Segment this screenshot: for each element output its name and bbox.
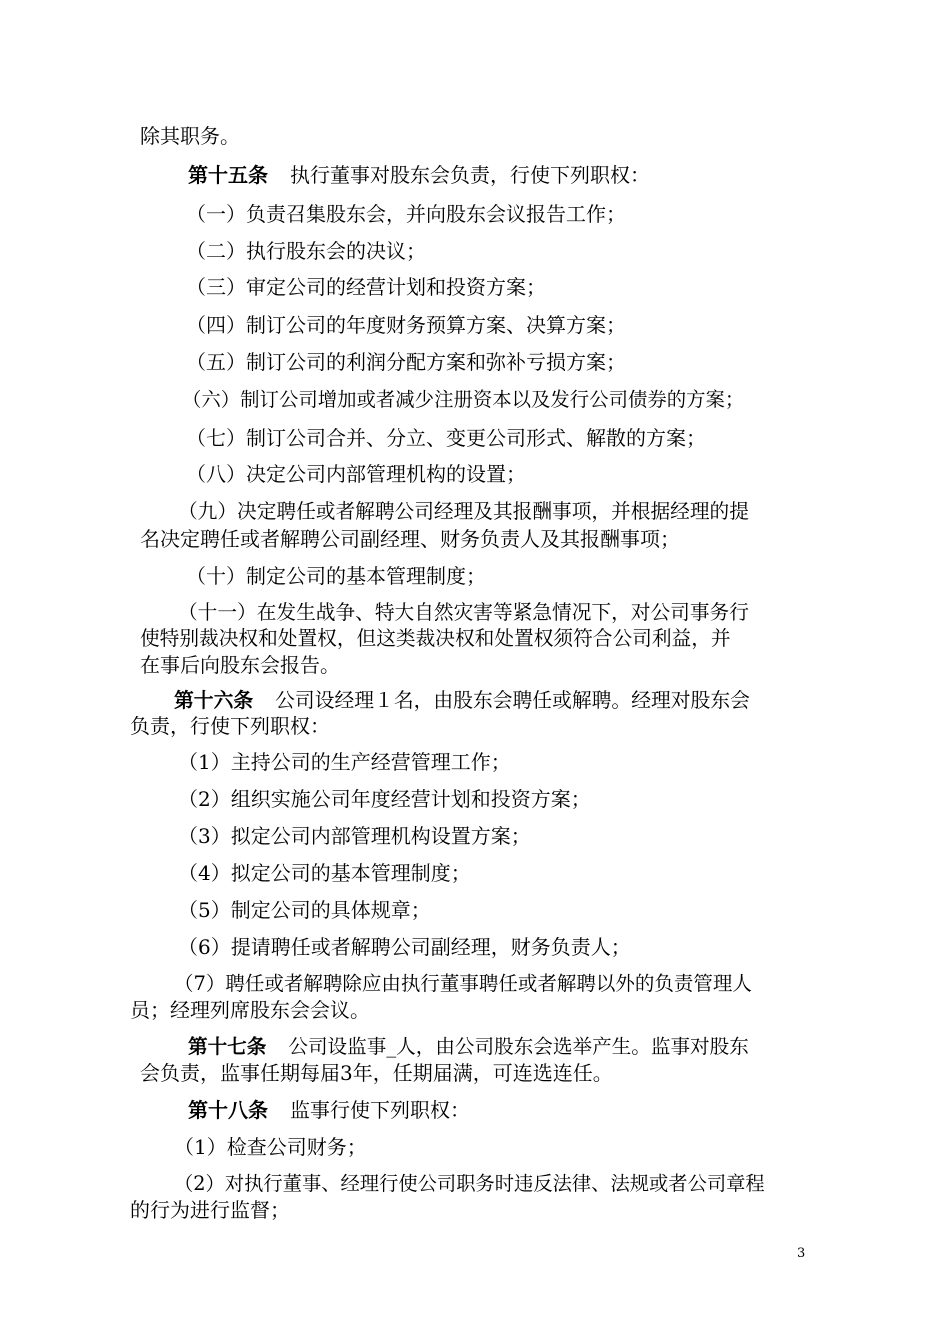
article-15 <box>188 161 650 189</box>
list-item-continued: 在事后向股东会报告。 <box>140 653 340 677</box>
article-text: 监事行使下列职权： <box>290 1098 470 1122</box>
article-heading: 第十六条 <box>174 688 254 712</box>
list-item: （3）拟定公司内部管理机构设置方案； <box>178 824 531 848</box>
list-item-continued: 名决定聘任或者解聘公司副经理、财务负责人及其报酬事项； <box>140 527 680 551</box>
list-item: （2）组织实施公司年度经营计划和投资方案； <box>178 787 591 811</box>
list-item: （7）聘任或者解聘除应由执行董事聘任或者解聘以外的负责管理人 <box>174 972 752 995</box>
article-17 <box>188 1033 749 1061</box>
list-item: （2）对执行董事、经理行使公司职务时违反法律、法规或者公司章程 <box>174 1172 765 1195</box>
list-item: （九）决定聘任或者解聘公司经理及其报酬事项，并根据经理的提 <box>178 500 749 523</box>
article-text-continued: 会负责，监事任期每届3年，任期届满，可连选连任。 <box>140 1061 613 1085</box>
list-item: （八）决定公司内部管理机构的设置； <box>186 462 526 486</box>
list-item: （1）检查公司财务； <box>174 1135 367 1159</box>
list-item: （二）执行股东会的决议； <box>186 239 426 263</box>
text-line: 除其职务。 <box>140 124 240 148</box>
list-item: （六）制订公司增加或者减少注册资本以及发行公司债券的方案； <box>182 388 745 411</box>
list-item: （五）制订公司的利润分配方案和弥补亏损方案； <box>186 350 626 374</box>
list-item-continued: 的行为进行监督； <box>130 1198 290 1222</box>
article-text: 公司设监事_人，由公司股东会选举产生。监事对股东 <box>288 1035 749 1058</box>
list-item: （四）制订公司的年度财务预算方案、决算方案； <box>186 313 626 337</box>
list-item: （七）制订公司合并、分立、变更公司形式、解散的方案； <box>186 426 706 450</box>
article-text: 执行董事对股东会负责，行使下列职权： <box>290 163 650 187</box>
list-item: （6）提请聘任或者解聘公司副经理，财务负责人； <box>178 935 631 959</box>
list-item: （十一）在发生战争、特大自然灾害等紧急情况下，对公司事务行 <box>178 601 749 624</box>
list-item: （一）负责召集股东会，并向股东会议报告工作； <box>186 202 626 226</box>
article-text-continued: 负责，行使下列职权： <box>130 714 330 738</box>
article-heading: 第十五条 <box>188 163 268 187</box>
article-heading: 第十七条 <box>188 1035 267 1058</box>
page-number: 3 <box>797 1246 806 1261</box>
list-item-continued: 使特别裁决权和处置权，但这类裁决权和处置权须符合公司利益，并 <box>140 627 731 650</box>
list-item: （三）审定公司的经营计划和投资方案； <box>186 275 546 299</box>
list-item: （5）制定公司的具体规章； <box>178 898 431 922</box>
list-item: （4）拟定公司的基本管理制度； <box>178 861 471 885</box>
article-16 <box>174 686 750 715</box>
article-text: 公司设经理１名，由股东会聘任或解聘。经理对股东会 <box>275 689 750 712</box>
list-item-continued: 员；经理列席股东会会议。 <box>130 998 370 1022</box>
list-item: （1）主持公司的生产经营管理工作； <box>178 750 511 774</box>
list-item: （十）制定公司的基本管理制度； <box>186 564 486 588</box>
article-heading: 第十八条 <box>188 1098 268 1122</box>
article-18 <box>188 1096 470 1124</box>
